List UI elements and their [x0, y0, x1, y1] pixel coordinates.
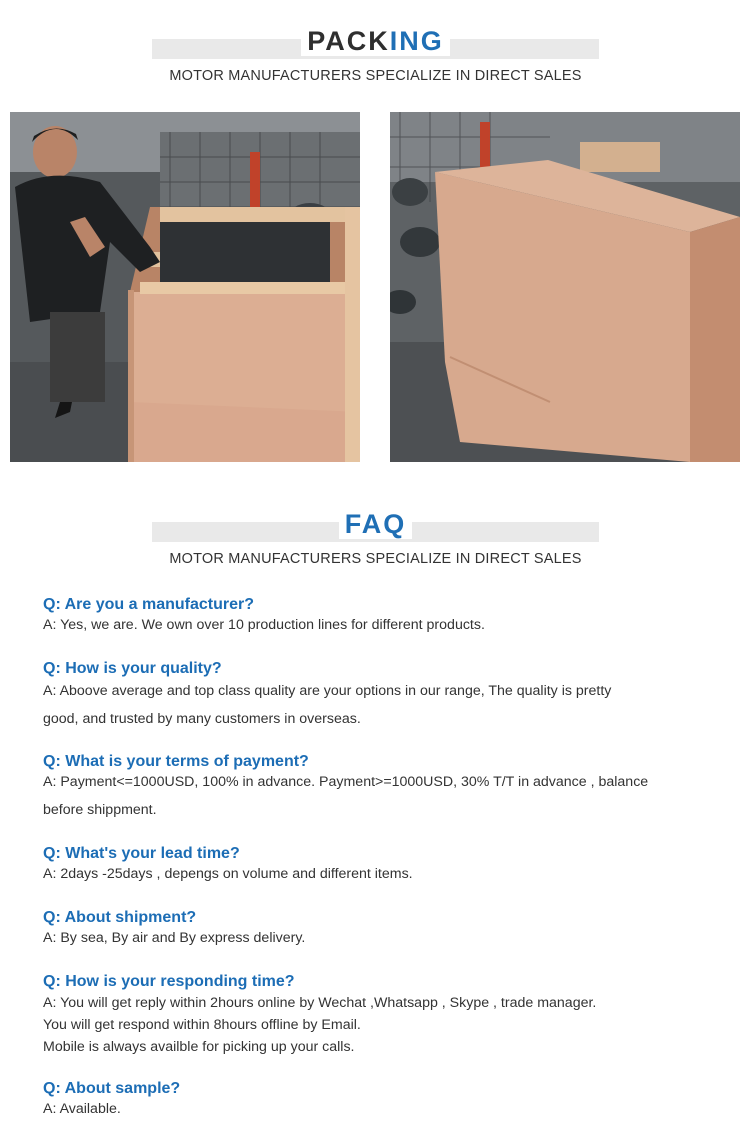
- faq-item-quality: [43, 659, 723, 733]
- faq-answer: [43, 1099, 723, 1120]
- faq-title: [152, 509, 599, 540]
- faq-title-text: FAQ: [344, 509, 407, 539]
- faq-answer-line: A: Available.: [43, 1101, 121, 1117]
- faq-answer: [43, 928, 723, 949]
- faq-item-sample: [43, 1079, 723, 1120]
- faq-answer-line: before shippment.: [43, 802, 157, 818]
- faq-answer-line: A: By sea, By air and By express delivery.: [43, 930, 306, 946]
- faq-answer-line: You will get respond within 8hours offline by Email.: [43, 1017, 361, 1033]
- packing-title: [152, 26, 599, 57]
- faq-item-shipment: [43, 908, 723, 949]
- faq-answer: [43, 768, 723, 824]
- faq-subtitle: MOTOR MANUFACTURERS SPECIALIZE IN DIRECT SALES: [169, 551, 582, 567]
- faq-answer-line: A: 2days -25days , depengs on volume and different items.: [43, 866, 413, 882]
- faq-question: Q: Are you a manufacturer?: [43, 596, 255, 613]
- faq-question: Q: About sample?: [43, 1080, 181, 1097]
- faq-answer: [43, 864, 723, 885]
- faq-answer-line: A: Yes, we are. We own over 10 production lines for different products.: [43, 617, 485, 633]
- faq-answer-line: good, and trusted by many customers in overseas.: [43, 711, 361, 727]
- faq-question: Q: What's your lead time?: [43, 845, 240, 862]
- faq-item-manufacturer: [43, 595, 723, 636]
- closed-wooden-crate-photo: [390, 112, 740, 462]
- faq-item-lead-time: [43, 844, 723, 885]
- faq-question: Q: How is your quality?: [43, 660, 222, 677]
- faq-answer-line: A: You will get reply within 2hours online by Wechat ,Whatsapp , Skype , trade manager.: [43, 995, 597, 1011]
- faq-answer-line: A: Aboove average and top class quality are your options in our range, The quality is pretty: [43, 683, 612, 699]
- faq-answer: [43, 677, 723, 733]
- faq-answer-line: Mobile is always availble for picking up your calls.: [43, 1039, 355, 1055]
- packing-title-blue: ING: [389, 26, 444, 56]
- worker-packing-crate-photo: [10, 112, 360, 462]
- faq-question: Q: About shipment?: [43, 909, 197, 926]
- packing-subtitle: MOTOR MANUFACTURERS SPECIALIZE IN DIRECT SALES: [169, 68, 582, 84]
- faq-item-responding-time: [43, 972, 723, 1058]
- faq-item-payment: [43, 752, 723, 824]
- faq-question: Q: What is your terms of payment?: [43, 753, 309, 770]
- packing-title-dark: PACK: [307, 26, 390, 56]
- faq-answer: [43, 992, 723, 1058]
- faq-answer-line: A: Payment<=1000USD, 100% in advance. Payment>=1000USD, 30% T/T in advance , balance: [43, 774, 649, 790]
- faq-question: Q: How is your responding time?: [43, 973, 295, 990]
- faq-answer: [43, 615, 723, 636]
